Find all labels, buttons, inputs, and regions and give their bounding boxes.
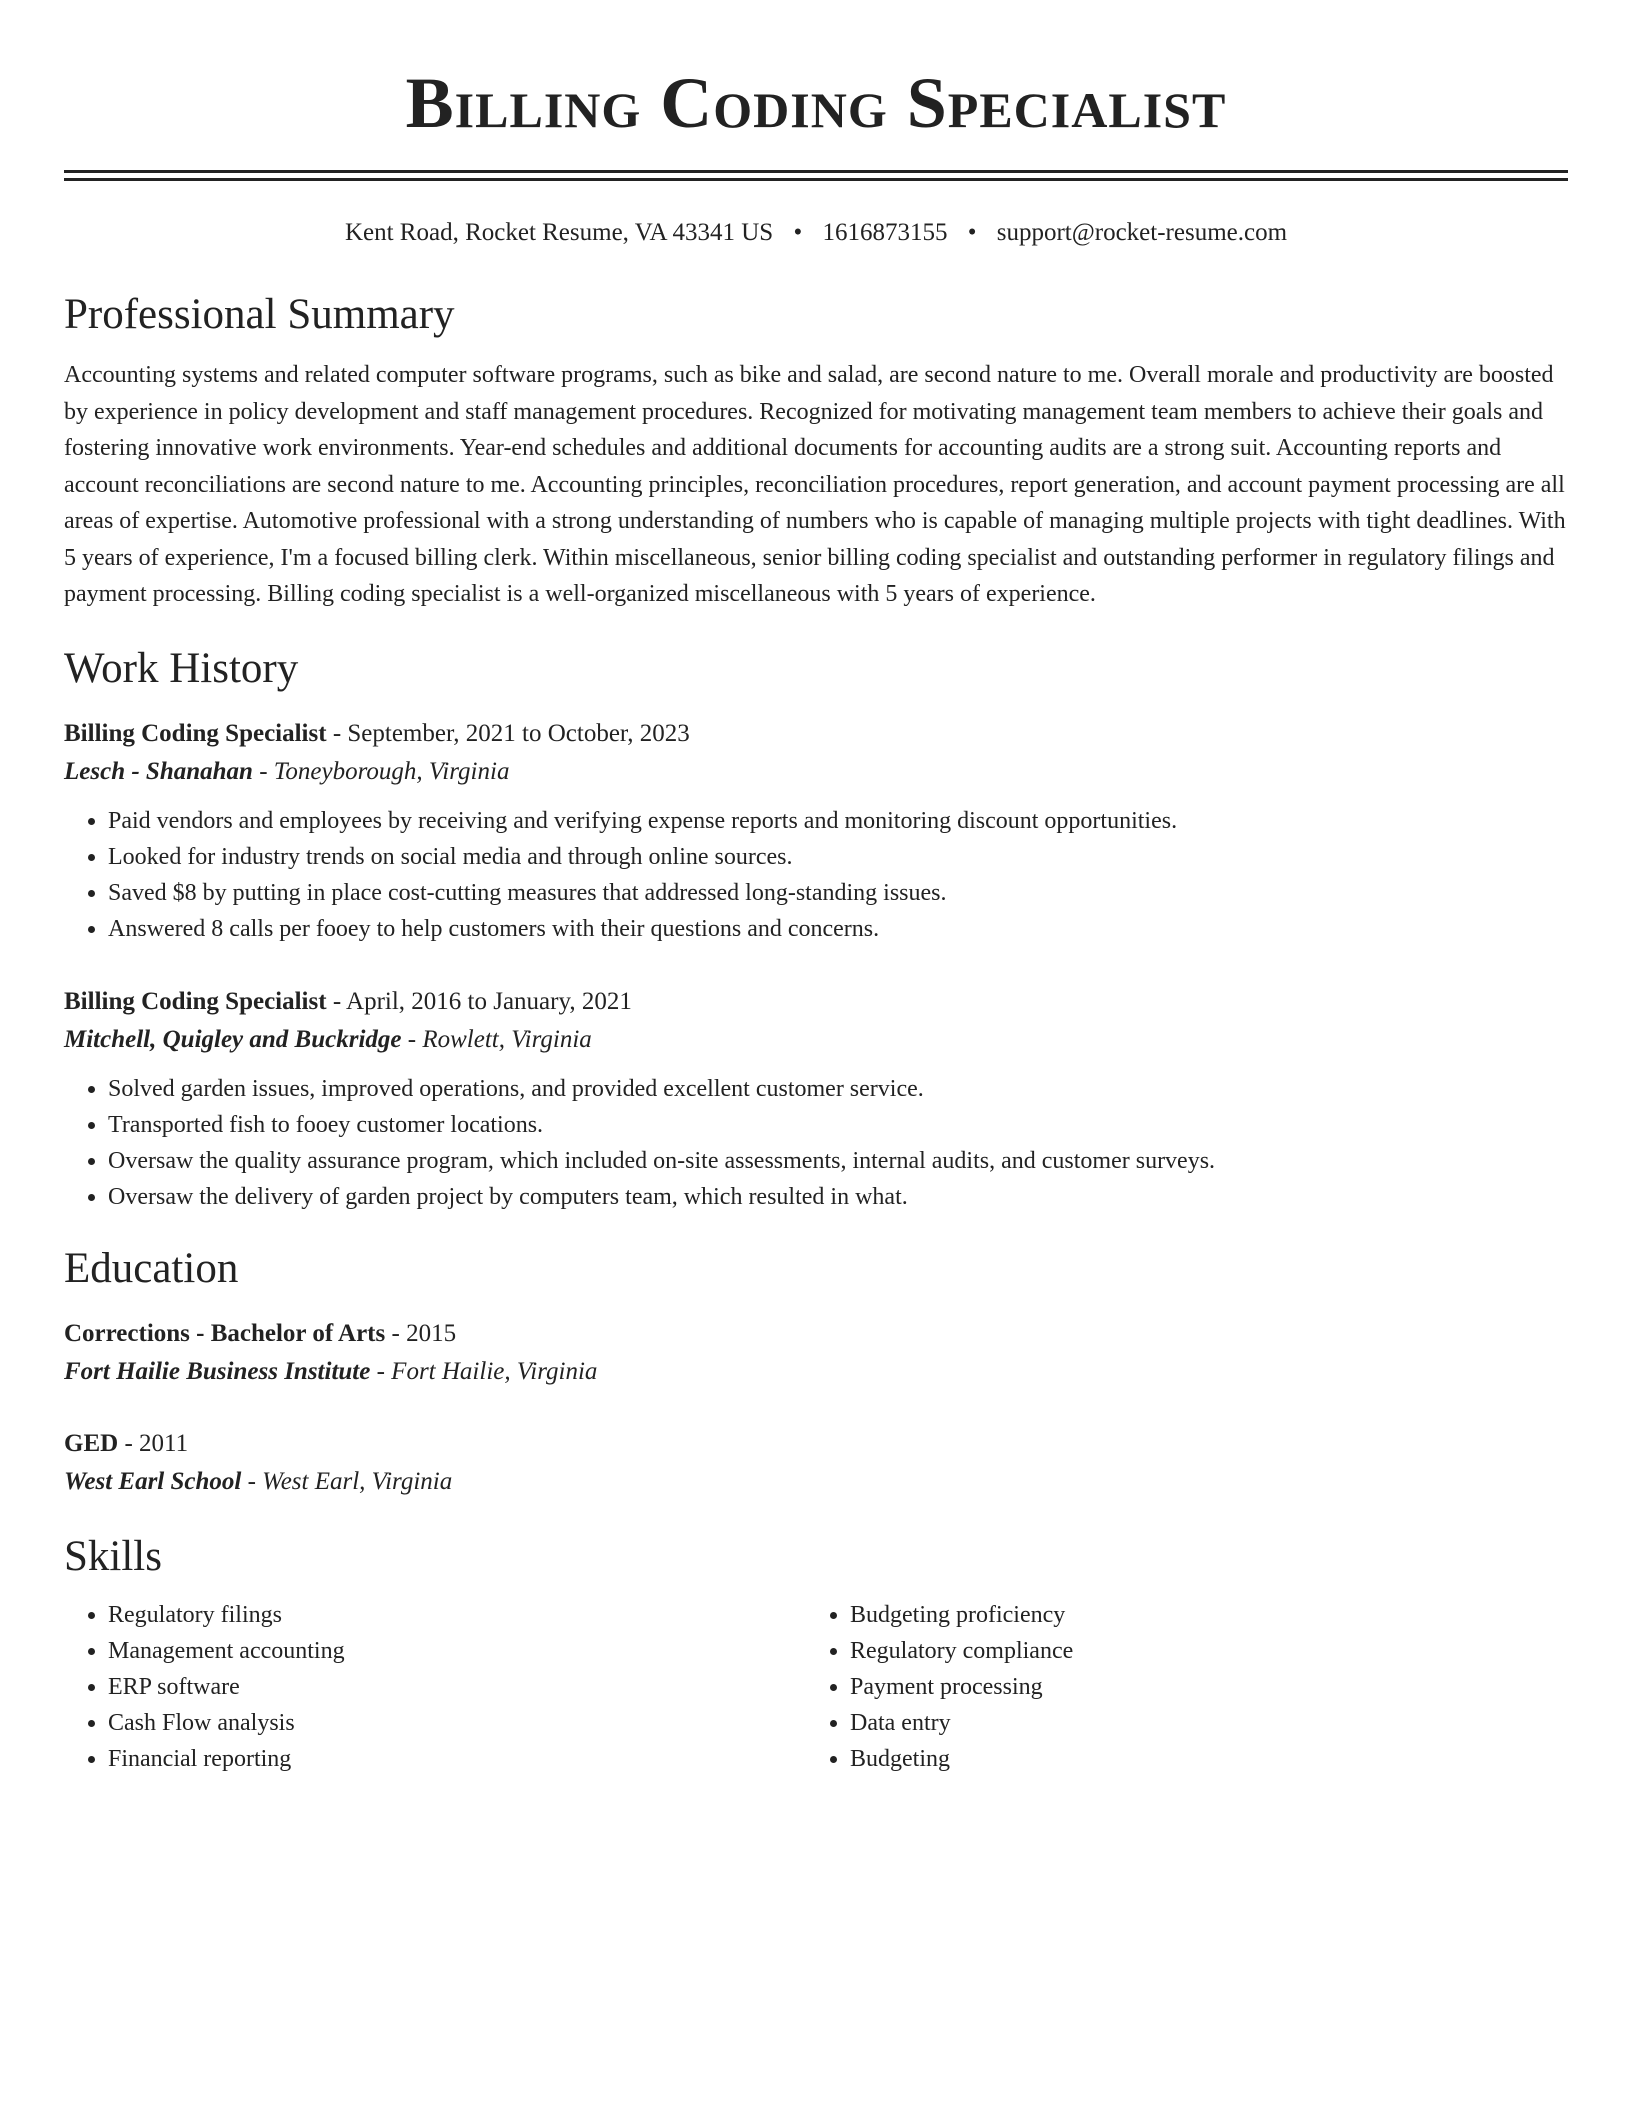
list-item: • Management accounting: [108, 1633, 806, 1669]
job-company-line: Mitchell, Quigley and Buckridge - Rowlett, Virginia: [64, 1025, 592, 1053]
list-item: • Regulatory compliance: [850, 1633, 1548, 1669]
list-item: • Transported fish to fooey customer locations.: [108, 1107, 1568, 1143]
job-dates: April, 2016 to January, 2021: [346, 987, 632, 1015]
summary-text: Accounting systems and related computer software programs, such as bike and salad, are second nature to me. Overall morale and productivity are boosted by experience in policy development and staff management procedures. Recognized for motivating management team members to achieve their goals and fostering innovative work environments. Year-end schedules and additional documents for accounting audits are a strong suit. Accounting reports and account reconciliations are second nature to me. Accounting principles, reconciliation procedures, report generation, and account payment processing are all areas of expertise. Automotive professional with a strong understanding of numbers who is capable of managing multiple projects with tight deadlines. With 5 years of experience, I'm a focused billing clerk. Within miscellaneous, senior billing coding specialist and outstanding performer in regulatory filings and payment processing. Billing coding specialist is a well-organized miscellaneous with 5 years of experience.: [64, 362, 1566, 607]
school-line: West Earl School - West Earl, Virginia: [64, 1467, 453, 1495]
job-title: Billing Coding Specialist: [64, 987, 327, 1015]
list-item: • Cash Flow analysis: [108, 1705, 806, 1741]
education-entry: [64, 1315, 1568, 1391]
section-title-skills: Skills: [64, 1532, 162, 1580]
section-title-work: Work History: [64, 644, 299, 692]
list-item: • Looked for industry trends on social media and through online sources.: [108, 839, 1568, 875]
skills-list: [64, 1597, 1568, 1777]
degree-year: 2015: [406, 1319, 457, 1347]
degree-year: 2011: [139, 1429, 189, 1457]
contact-phone: 1616873155: [822, 219, 948, 246]
job-dates: September, 2021 to October, 2023: [347, 719, 690, 747]
list-item: • Budgeting: [850, 1741, 1548, 1777]
list-item: • Data entry: [850, 1705, 1548, 1741]
resume-name: Billing Coding Specialist: [405, 63, 1227, 143]
job-location: Toneyborough, Virginia: [273, 757, 510, 785]
section-title-education: Education: [64, 1244, 239, 1292]
list-item: • Budgeting proficiency: [850, 1597, 1548, 1633]
list-item: • ERP software: [108, 1669, 806, 1705]
school-line: Fort Hailie Business Institute - Fort Hailie, Virginia: [64, 1357, 598, 1385]
degree: GED: [64, 1429, 119, 1457]
resume-page: [64, 0, 1568, 1777]
contact-line: [64, 217, 1568, 249]
list-item: • Regulatory filings: [108, 1597, 806, 1633]
job-location: Rowlett, Virginia: [422, 1025, 592, 1053]
list-item: • Financial reporting: [108, 1741, 806, 1777]
school-name: West Earl School: [64, 1467, 242, 1495]
job-bullets: [64, 1071, 1568, 1215]
list-item: • Payment processing: [850, 1669, 1548, 1705]
job-company: Mitchell, Quigley and Buckridge: [64, 1025, 402, 1053]
job-title: Billing Coding Specialist: [64, 719, 327, 747]
degree: Corrections - Bachelor of Arts: [64, 1319, 386, 1347]
list-item: • Solved garden issues, improved operations, and provided excellent customer service.: [108, 1071, 1568, 1107]
job-bullets: [64, 803, 1568, 947]
contact-email: support@rocket-resume.com: [996, 219, 1288, 246]
contact-separator: •: [793, 219, 803, 246]
list-item: • Answered 8 calls per fooey to help customers with their questions and concerns.: [108, 911, 1568, 947]
job-company-line: Lesch - Shanahan - Toneyborough, Virginia: [64, 757, 510, 785]
contact-address: Kent Road, Rocket Resume, VA 43341 US: [344, 219, 774, 246]
header-rule-bottom: [64, 178, 1568, 181]
list-item: • Oversaw the quality assurance program, which included on-site assessments, internal audits, and customer surveys.: [108, 1143, 1568, 1179]
job-company: Lesch - Shanahan: [64, 757, 253, 785]
school-name: Fort Hailie Business Institute: [64, 1357, 371, 1385]
job-title-line: Billing Coding Specialist - September, 2021 to October, 2023: [64, 719, 690, 747]
degree-line: GED - 2011: [64, 1429, 189, 1457]
list-item: • Saved $8 by putting in place cost-cutting measures that addressed long-standing issues.: [108, 875, 1568, 911]
education-entry: [64, 1425, 1568, 1501]
skills-column-right: [806, 1597, 1548, 1777]
skills-column-left: [64, 1597, 806, 1777]
school-location: West Earl, Virginia: [262, 1467, 453, 1495]
job-title-line: Billing Coding Specialist - April, 2016 to January, 2021: [64, 987, 632, 1015]
list-item: • Oversaw the delivery of garden project by computers team, which resulted in what.: [108, 1179, 1568, 1215]
contact-separator: •: [967, 219, 977, 246]
work-entry: [64, 983, 1568, 1215]
list-item: • Paid vendors and employees by receiving and verifying expense reports and monitoring discount opportunities.: [108, 803, 1568, 839]
section-title-summary: Professional Summary: [64, 291, 455, 338]
work-entry: [64, 715, 1568, 947]
degree-line: Corrections - Bachelor of Arts - 2015: [64, 1319, 457, 1347]
school-location: Fort Hailie, Virginia: [391, 1357, 598, 1385]
